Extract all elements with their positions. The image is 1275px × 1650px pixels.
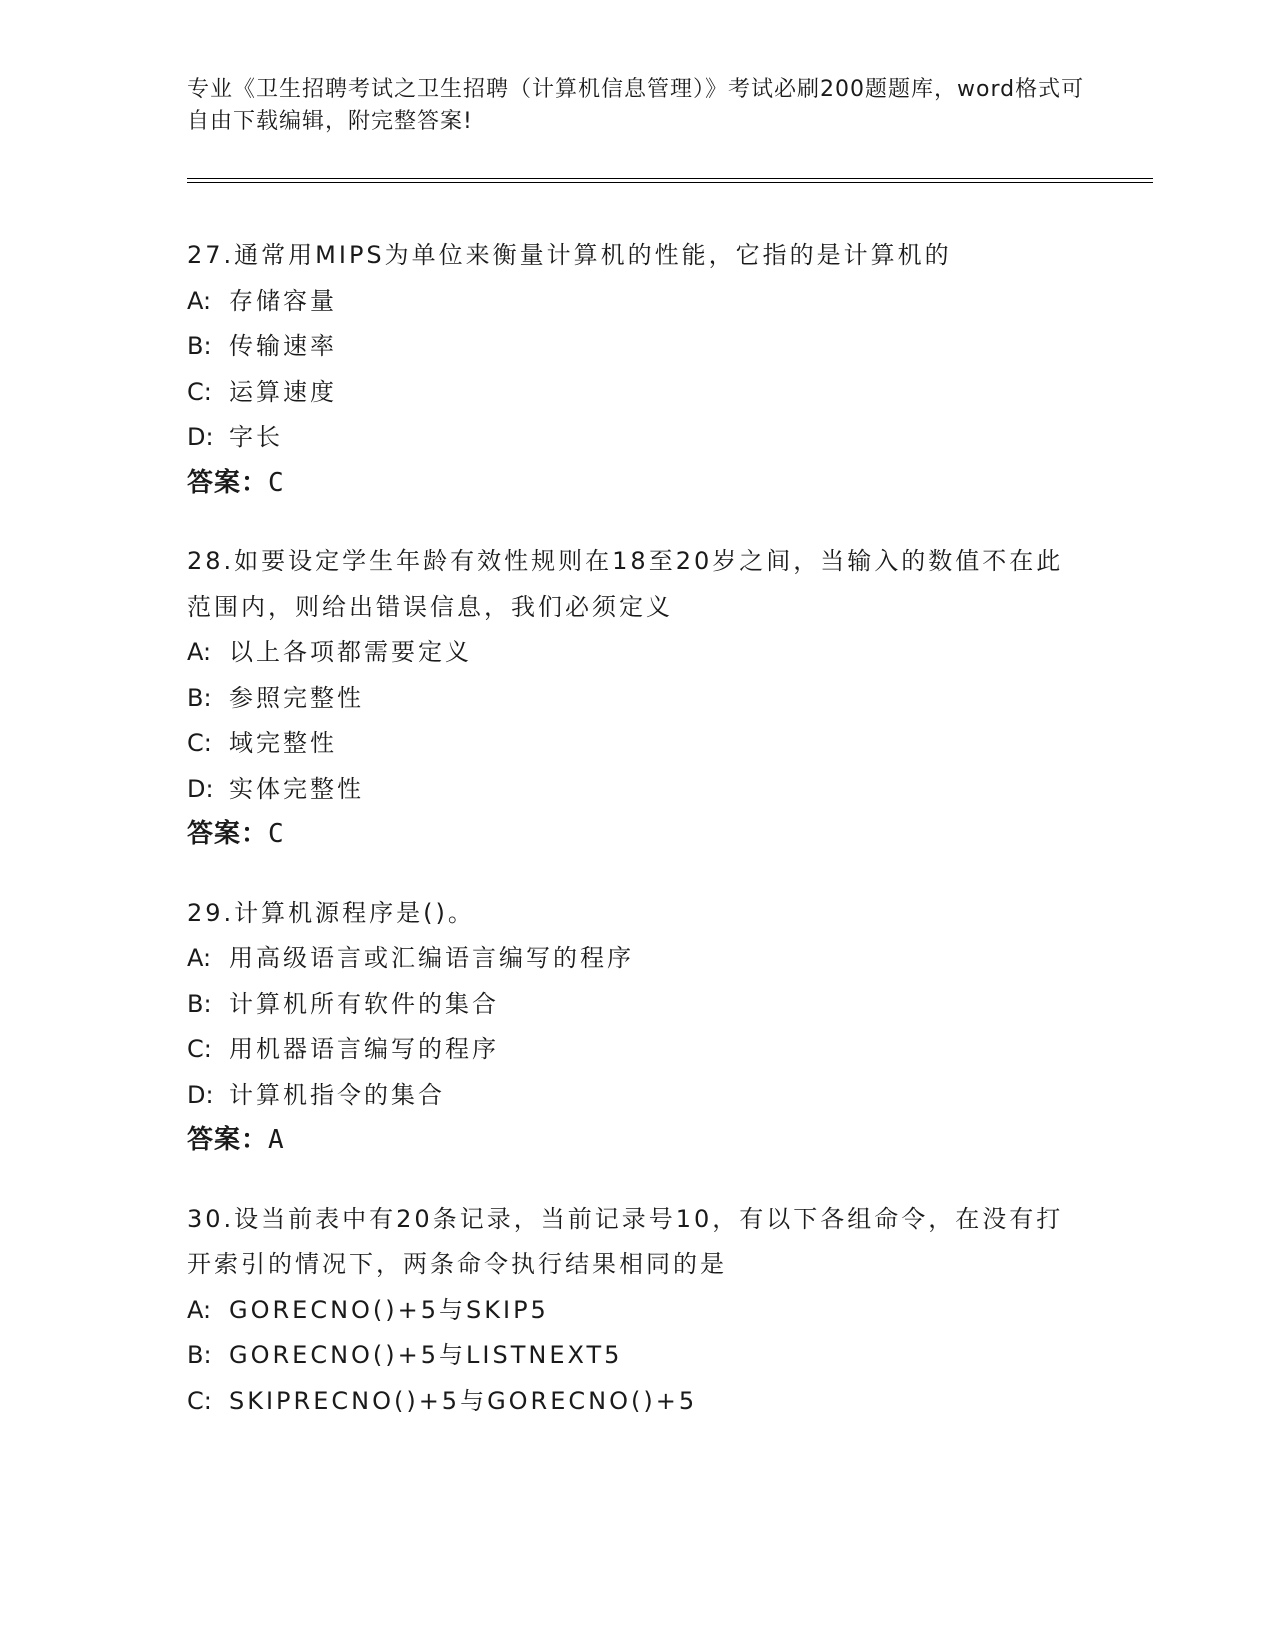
question-stem: 30.设当前表中有20条记录，当前记录号10，有以下各组命令，在没有打开索引的情况下，两条命令执行结果相同的是: [187, 1204, 1064, 1278]
option-a: A: 存储容量: [187, 286, 337, 315]
option-c: C: 域完整性: [187, 729, 337, 757]
question-stem: 27.通常用MIPS为单位来衡量计算机的性能，它指的是计算机的: [187, 241, 952, 269]
option-a: A: 用高级语言或汇编语言编写的程序: [187, 944, 634, 972]
question-list: [187, 233, 1087, 1457]
option-b: B: 传输速率: [187, 332, 337, 360]
option-c: C: 用机器语言编写的程序: [187, 1035, 499, 1063]
answer-line: 答案：C: [187, 819, 285, 849]
option-b: B: 参照完整性: [187, 683, 364, 712]
option-c: C: SKIPRECNO()+5与GORECNO()+5: [187, 1386, 698, 1415]
answer-value: C: [268, 467, 285, 498]
option-d: D: 字长: [187, 423, 283, 451]
option-d: D: 计算机指令的集合: [187, 1080, 445, 1109]
option-a: A: 以上各项都需要定义: [187, 638, 472, 666]
question-29: [187, 891, 1087, 1164]
header-divider: [187, 178, 1153, 183]
header-text: 专业《卫生招聘考试之卫生招聘（计算机信息管理）》考试必刷200题题库，word格式可自由下载编辑，附完整答案!: [187, 77, 1085, 134]
option-a: A: GORECNO()+5与SKIP5: [187, 1295, 549, 1324]
option-b: B: 计算机所有软件的集合: [187, 989, 499, 1018]
option-c: C: 运算速度: [187, 377, 337, 406]
question-30: [187, 1197, 1087, 1425]
answer-value: C: [268, 819, 285, 849]
answer-line: 答案：A: [187, 1125, 285, 1155]
option-d: D: 实体完整性: [187, 774, 364, 803]
question-27: [187, 233, 1087, 506]
question-stem: 28.如要设定学生年龄有效性规则在18至20岁之间，当输入的数值不在此范围内，则给出错误信息，我们必须定义: [187, 547, 1064, 621]
option-b: B: GORECNO()+5与LISTNEXT5: [187, 1341, 623, 1369]
document-header: [187, 74, 1087, 138]
question-28: [187, 539, 1087, 858]
answer-line: 答案：C: [187, 467, 285, 498]
question-stem: 29.计算机源程序是()。: [187, 898, 475, 927]
answer-value: A: [268, 1125, 285, 1155]
